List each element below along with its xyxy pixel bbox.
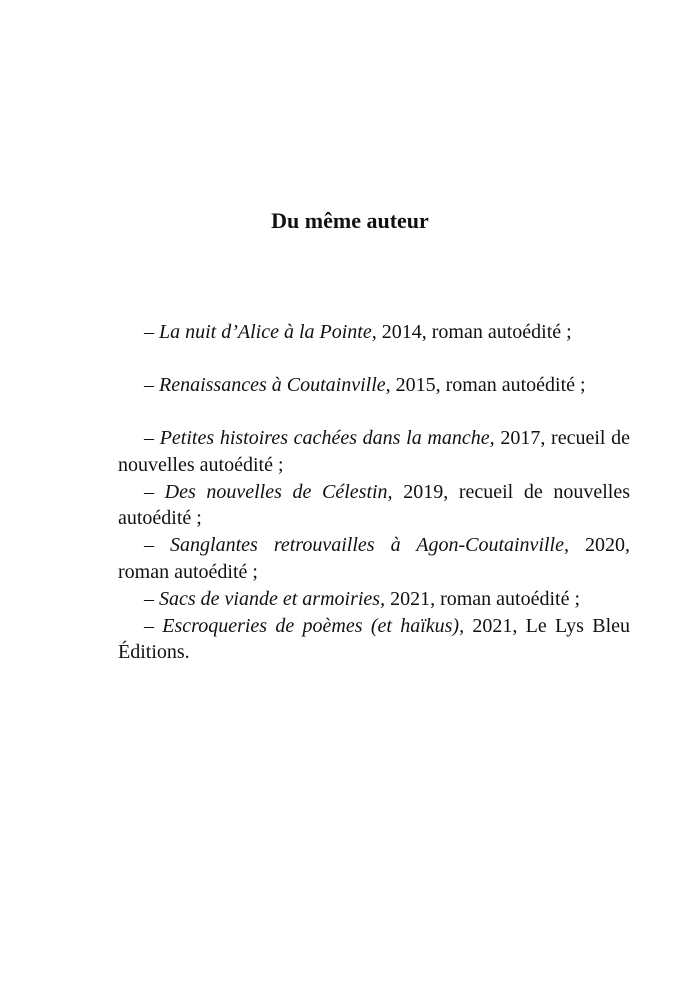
work-details: , 2014, roman autoédité ; [371, 321, 572, 343]
dash: – [144, 614, 154, 637]
work-title: La nuit d’Alice à la Pointe [159, 321, 372, 343]
work-title: Escroqueries de poèmes (et haïkus), [162, 614, 465, 637]
dash: – [144, 321, 154, 343]
dash: – [144, 374, 154, 396]
bibliography-item [118, 479, 630, 533]
work-details: 2019, recueil de nouvelles autoédité ; [118, 480, 630, 530]
page-title: Du même auteur [271, 208, 429, 233]
bibliography-item [118, 532, 630, 586]
bibliography-item [118, 586, 630, 613]
dash: – [144, 587, 154, 610]
work-details: 2017, recueil de nouvelles autoédité ; [118, 427, 631, 476]
work-title: Petites histoires cachées dans la manche, [159, 427, 495, 449]
work-title: Des nouvelles de Célestin, [164, 480, 393, 503]
work-details: , 2015, roman autoédité ; [385, 374, 586, 396]
work-details: 2020, roman autoédité ; [118, 534, 631, 583]
bibliography-item [118, 319, 630, 346]
work-details: 2021, roman autoédité ; [385, 587, 581, 610]
work-title: Renaissances à Coutainville [159, 374, 386, 396]
dash: – [144, 427, 160, 449]
work-title: Sanglantes retrouvailles à Agon-Coutainville, [170, 534, 569, 557]
bibliography-item [118, 425, 630, 479]
work-title: Sacs de viande et armoiries, [159, 587, 386, 610]
dash: – [144, 534, 154, 557]
bibliography-list [118, 425, 630, 666]
dash: – [144, 480, 154, 503]
work-details: 2021, Le Lys Bleu Éditions. [118, 614, 631, 664]
bibliography-item [118, 372, 630, 399]
bibliography-item [118, 613, 630, 667]
